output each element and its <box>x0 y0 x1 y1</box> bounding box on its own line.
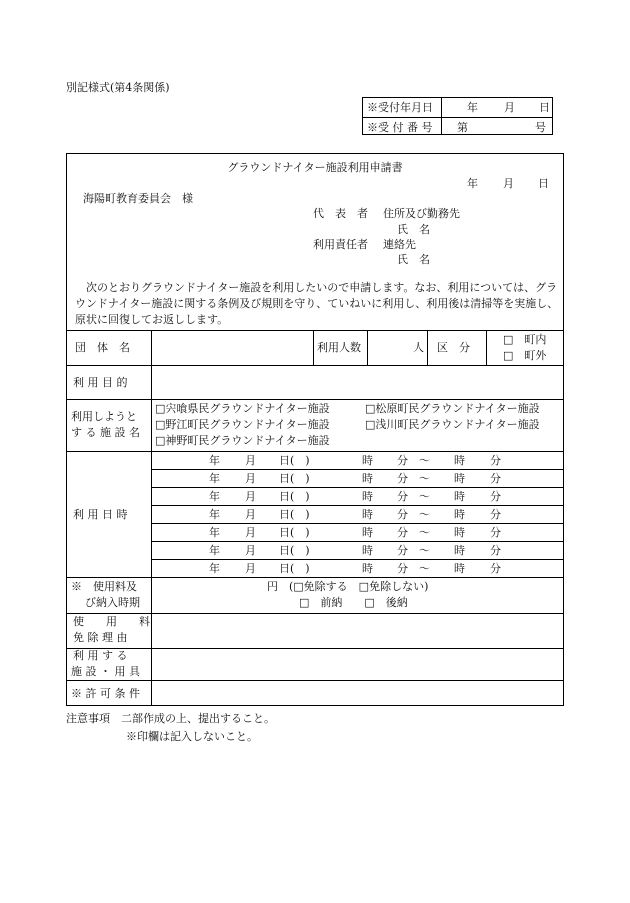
representative-name-label: 氏 名 <box>397 223 430 236</box>
datetime-row-7-mi1[interactable]: 分 <box>397 562 408 575</box>
area-label: 区 分 <box>437 341 470 354</box>
receipt-date-label: ※受付年月日 <box>367 101 433 114</box>
date-day: 日 <box>538 177 549 190</box>
users-label: 利用人数 <box>317 341 361 354</box>
datetime-row-7-mi2[interactable]: 分 <box>490 562 501 575</box>
receipt-date-year: 年 <box>467 101 478 114</box>
addressee: 海陽町教育委員会 様 <box>83 192 193 205</box>
datetime-row-3-m[interactable]: 月 <box>245 490 256 503</box>
declaration-text: 次のとおりグラウンドナイター施設を利用したいので申請します。なお、利用については、グラウンドナイター施設に関する条例及び規則を守り、ていねいに利用し、利用後は清掃等を実施し、原状に回復してお返しします。 <box>75 281 559 326</box>
datetime-row-5-mi2[interactable]: 分 <box>490 526 501 539</box>
facility-option-kanno[interactable]: □神野町民グラウンドナイター施設 <box>155 434 330 447</box>
datetime-row-6-h2[interactable]: 時 <box>454 544 465 557</box>
datetime-row-5-h1[interactable]: 時 <box>362 526 373 539</box>
purpose-label: 利 用 目 的 <box>73 376 128 389</box>
responsible-name-label: 氏 名 <box>397 253 430 266</box>
users-unit: 人 <box>413 341 424 354</box>
facility-option-shishikui[interactable]: □宍喰県民グラウンドナイター施設 <box>155 402 330 415</box>
form-title: グラウンドナイター施設利用申請書 <box>227 161 403 174</box>
datetime-row-7-y[interactable]: 年 <box>209 562 220 575</box>
datetime-row-2-h1[interactable]: 時 <box>362 472 373 485</box>
rule-dt-3 <box>151 505 563 506</box>
datetime-row-6-mi2[interactable]: 分 <box>490 544 501 557</box>
datetime-row-4-d[interactable]: 日( ) <box>279 508 310 521</box>
equipment-label-line1: 利 用 す る <box>73 649 128 662</box>
datetime-row-1-m[interactable]: 月 <box>245 454 256 467</box>
datetime-row-7-m[interactable]: 月 <box>245 562 256 575</box>
receipt-date-day: 日 <box>539 101 550 114</box>
datetime-row-4-h2[interactable]: 時 <box>454 508 465 521</box>
receipt-number-row <box>363 117 552 136</box>
rule-after-purpose <box>67 399 563 400</box>
date-month: 月 <box>503 177 514 190</box>
datetime-row-2-h2[interactable]: 時 <box>454 472 465 485</box>
rule-after-datetime <box>67 577 563 578</box>
datetime-row-3-d[interactable]: 日( ) <box>279 490 310 503</box>
datetime-row-3-h1[interactable]: 時 <box>362 490 373 503</box>
fee-amount-line[interactable]: 円 (□免除する □免除しない) <box>267 580 429 593</box>
datetime-row-2-mi1[interactable]: 分 <box>397 472 408 485</box>
form-reference: 別記様式(第4条関係) <box>66 81 170 94</box>
facility-label-line2: す る 施 設 名 <box>71 426 140 439</box>
datetime-row-3-y[interactable]: 年 <box>209 490 220 503</box>
application-form <box>66 153 564 706</box>
facility-option-noe[interactable]: □野江町民グラウンドナイター施設 <box>155 418 330 431</box>
datetime-row-4-sep[interactable]: ～ <box>419 508 430 521</box>
group-name-label: 団 体 名 <box>75 341 130 354</box>
datetime-row-3-sep[interactable]: ～ <box>419 490 430 503</box>
date-year: 年 <box>467 177 478 190</box>
facility-option-asakawa[interactable]: □浅川町民グラウンドナイター施設 <box>365 418 540 431</box>
receipt-date-month: 月 <box>504 101 515 114</box>
datetime-row-4-mi1[interactable]: 分 <box>397 508 408 521</box>
rule-dt-4 <box>151 523 563 524</box>
datetime-row-5-m[interactable]: 月 <box>245 526 256 539</box>
receipt-box <box>362 97 553 135</box>
purpose-field[interactable] <box>152 366 562 398</box>
representative-address-label: 住所及び勤務先 <box>383 207 460 220</box>
datetime-row-1-mi2[interactable]: 分 <box>490 454 501 467</box>
note-line-2: ※印欄は記入しないこと。 <box>126 730 258 743</box>
datetime-row-6-d[interactable]: 日( ) <box>279 544 310 557</box>
datetime-row-3-h2[interactable]: 時 <box>454 490 465 503</box>
datetime-label: 利 用 日 時 <box>73 508 128 521</box>
datetime-row-5-h2[interactable]: 時 <box>454 526 465 539</box>
datetime-row-5-d[interactable]: 日( ) <box>279 526 310 539</box>
facility-option-matsubara[interactable]: □松原町民グラウンドナイター施設 <box>365 402 540 415</box>
rule-dt-1 <box>151 469 563 470</box>
exemption-label-line2: 免 除 理 由 <box>73 631 128 644</box>
rule-area-right <box>486 330 487 365</box>
datetime-row-6-sep[interactable]: ～ <box>419 544 430 557</box>
datetime-row-1-h2[interactable]: 時 <box>454 454 465 467</box>
exemption-label-line1: 使 用 料 <box>73 615 150 628</box>
fee-label-line2: び納入時期 <box>85 596 140 609</box>
datetime-row-7-sep[interactable]: ～ <box>419 562 430 575</box>
receipt-number-prefix: 第 <box>457 121 468 134</box>
responsible-person-label: 利用責任者 <box>313 238 368 251</box>
datetime-row-4-m[interactable]: 月 <box>245 508 256 521</box>
datetime-row-2-m[interactable]: 月 <box>245 472 256 485</box>
area-checkbox-in[interactable]: □ 町内 <box>503 333 547 346</box>
datetime-row-2-d[interactable]: 日( ) <box>279 472 310 485</box>
rule-users-left <box>313 330 314 365</box>
datetime-row-1-sep[interactable]: ～ <box>419 454 430 467</box>
datetime-row-5-sep[interactable]: ～ <box>419 526 430 539</box>
datetime-row-5-mi1[interactable]: 分 <box>397 526 408 539</box>
datetime-row-7-h1[interactable]: 時 <box>362 562 373 575</box>
rule-dt-2 <box>151 487 563 488</box>
area-checkbox-out[interactable]: □ 町外 <box>503 349 547 362</box>
datetime-row-3-mi1[interactable]: 分 <box>397 490 408 503</box>
datetime-row-2-sep[interactable]: ～ <box>419 472 430 485</box>
facility-label-line1: 利用しようと <box>71 410 137 423</box>
receipt-number-label: ※受 付 番 号 <box>367 121 433 134</box>
datetime-row-1-d[interactable]: 日( ) <box>279 454 310 467</box>
datetime-row-1-y[interactable]: 年 <box>209 454 220 467</box>
exemption-field[interactable] <box>152 614 562 647</box>
datetime-row-6-m[interactable]: 月 <box>245 544 256 557</box>
datetime-row-1-h1[interactable]: 時 <box>362 454 373 467</box>
datetime-row-4-y[interactable]: 年 <box>209 508 220 521</box>
rule-dt-5 <box>151 541 563 542</box>
fee-timing-line[interactable]: □ 前納 □ 後納 <box>299 596 408 609</box>
rule-after-facility <box>67 451 563 452</box>
datetime-row-4-mi2[interactable]: 分 <box>490 508 501 521</box>
equipment-field[interactable] <box>152 649 562 679</box>
datetime-row-3-mi2[interactable]: 分 <box>490 490 501 503</box>
rule-area-left <box>427 330 428 365</box>
datetime-row-6-y[interactable]: 年 <box>209 544 220 557</box>
datetime-row-2-y[interactable]: 年 <box>209 472 220 485</box>
datetime-row-4-h1[interactable]: 時 <box>362 508 373 521</box>
datetime-row-7-h2[interactable]: 時 <box>454 562 465 575</box>
equipment-label-line2: 施 設 ・ 用 具 <box>71 665 140 678</box>
group-name-field[interactable] <box>152 331 312 364</box>
permit-conditions-label: ※ 許 可 条 件 <box>71 687 140 700</box>
datetime-row-6-h1[interactable]: 時 <box>362 544 373 557</box>
permit-conditions-field[interactable] <box>152 681 562 705</box>
receipt-date-row <box>363 98 552 117</box>
datetime-row-6-mi1[interactable]: 分 <box>397 544 408 557</box>
datetime-row-7-d[interactable]: 日( ) <box>279 562 310 575</box>
receipt-number-suffix: 号 <box>535 121 546 134</box>
datetime-row-2-mi2[interactable]: 分 <box>490 472 501 485</box>
datetime-row-1-mi1[interactable]: 分 <box>397 454 408 467</box>
rule-dt-6 <box>151 559 563 560</box>
fee-label-line1: ※ 使用料及 <box>71 580 137 593</box>
rule-top-table <box>67 330 563 331</box>
note-line-1: 注意事項 二部作成の上、提出すること。 <box>66 712 275 725</box>
representative-label: 代 表 者 <box>313 207 368 220</box>
datetime-row-5-y[interactable]: 年 <box>209 526 220 539</box>
responsible-contact-label: 連絡先 <box>383 238 416 251</box>
